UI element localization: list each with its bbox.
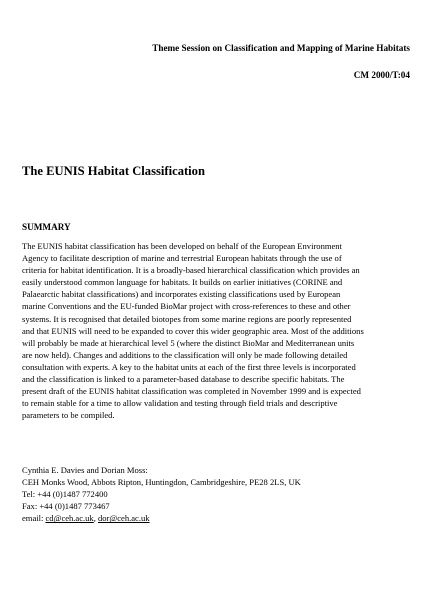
email-link-dor[interactable]: dor@ceh.ac.uk [98,513,150,524]
summary-line: systems. It is recognised that detailed biotopes from some marine regions are poorly represented [22,313,352,324]
summary-line: consultation with experts. A key to the habitat units at each of the first three levels is incorporated [22,361,356,372]
document-title: The EUNIS Habitat Classification [22,164,205,178]
contact-block [22,464,301,524]
summary-line: are now held). Changes and additions to the classification will only be made following detailed [22,349,348,360]
summary-heading: SUMMARY [22,222,71,232]
summary-line: easily understood common language for habitats. It builds on earlier initiatives (CORINE and [22,277,343,288]
email-link-cd[interactable]: cd@ceh.ac.uk [45,513,94,524]
email-separator: , [93,513,98,524]
document-code: CM 2000/T:04 [353,70,410,80]
summary-line: The EUNIS habitat classification has been developed on behalf of the European Environment [22,241,342,251]
fax-line: Fax: +44 (0)1487 773467 [22,501,110,512]
session-header: Theme Session on Classification and Mapping of Marine Habitats [152,43,410,53]
authors-line: Cynthia E. Davies and Dorian Moss: [22,465,148,475]
summary-line: to remain stable for a time to allow validation and testing through field trials and descriptive [22,398,338,409]
tel-line: Tel: +44 (0)1487 772400 [22,489,108,500]
summary-line: and the classification is linked to a parameter-based database to describe specific habitats. The [22,374,345,385]
email-line [22,512,301,524]
summary-line: Agency to facilitate description of marine and terrestrial European habitats through the use of [22,253,342,264]
summary-line: and that EUNIS will need to be expanded to cover this wider geographic area. Most of the additions [22,325,364,336]
summary-paragraph [22,240,416,421]
summary-line: criteria for habitat identification. It is a broadly-based hierarchical classification which provides an [22,265,360,276]
summary-line: parameters to be compiled. [22,410,115,421]
summary-line: present draft of the EUNIS habitat classification was completed in November 1999 and is expected [22,386,361,397]
summary-line: will probably be made at hierarchical level 5 (where the distinct BioMar and Mediterranean units [22,337,355,348]
summary-line: marine Conventions and the EU-funded BioMar project with cross-references to these and other [22,301,351,312]
email-label: email: [22,513,46,524]
address-line: CEH Monks Wood, Abbots Ripton, Huntingdon, Cambridgeshire, PE28 2LS, UK [22,477,301,488]
summary-line: Palaearctic habitat classifications) and incorporates existing classifications used by European [22,289,341,300]
